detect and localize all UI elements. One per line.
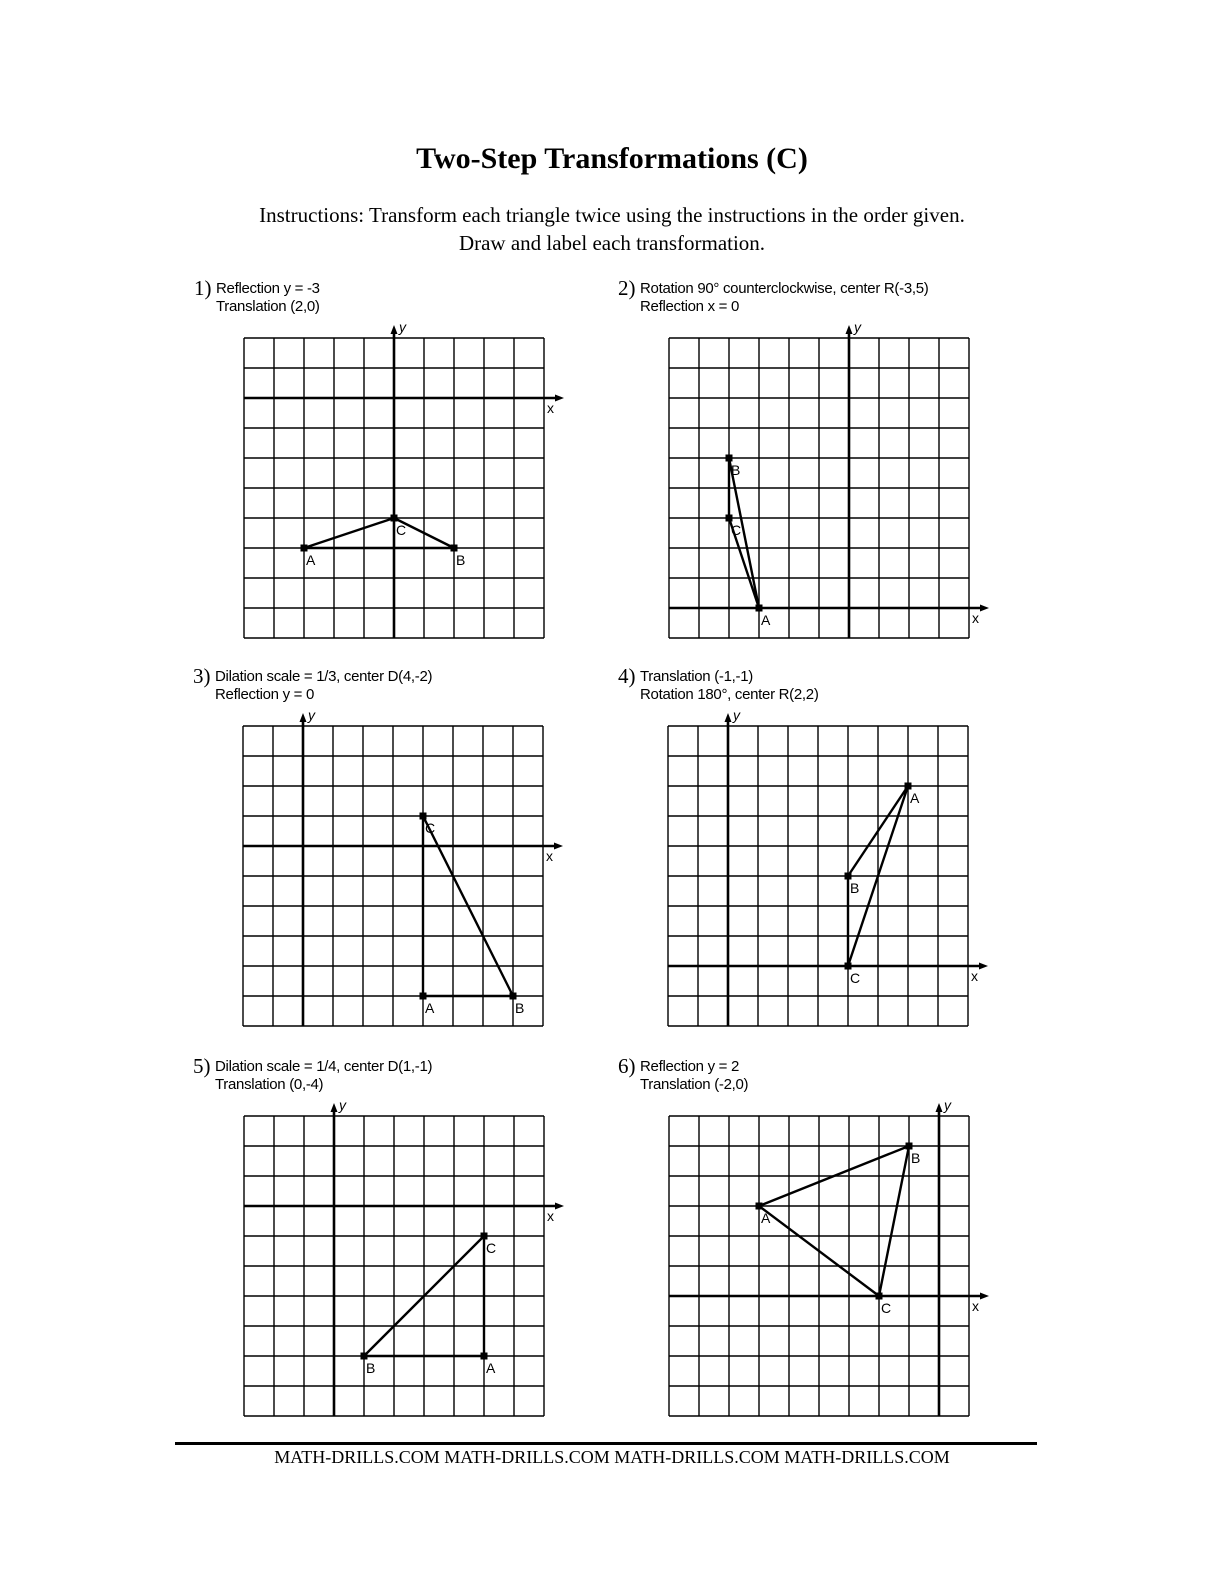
vertex-label-c: C — [425, 820, 436, 836]
problem-step-2: Translation (2,0) — [216, 298, 320, 315]
problem-step-2: Rotation 180°, center R(2,2) — [640, 686, 819, 703]
problem-step-1: Dilation scale = 1/4, center D(1,-1) — [215, 1058, 433, 1075]
vertex-point-a — [420, 993, 427, 1000]
coordinate-grid-4[interactable] — [654, 706, 994, 1036]
vertex-point-c — [726, 515, 733, 522]
vertex-label-c: C — [850, 970, 861, 986]
x-axis-arrow — [980, 1293, 989, 1300]
y-axis-label: y — [944, 1097, 951, 1113]
vertex-point-b — [845, 873, 852, 880]
vertex-label-c: C — [731, 522, 742, 538]
coordinate-grid-5[interactable] — [230, 1096, 570, 1426]
vertex-label-a: A — [425, 1000, 435, 1016]
vertex-point-a — [905, 783, 912, 790]
vertex-point-b — [451, 545, 458, 552]
triangle — [759, 1146, 909, 1296]
vertex-point-c — [481, 1233, 488, 1240]
problem-step-1: Reflection y = 2 — [640, 1058, 740, 1075]
coordinate-grid-1[interactable] — [230, 318, 570, 648]
problem-step-1: Translation (-1,-1) — [640, 668, 753, 685]
vertex-label-c: C — [396, 522, 407, 538]
vertex-point-c — [845, 963, 852, 970]
problem-number: 2) — [618, 276, 636, 300]
vertex-label-a: A — [306, 552, 316, 568]
x-axis-arrow — [555, 395, 564, 402]
y-axis-arrow — [846, 325, 853, 334]
x-axis-label: x — [547, 1208, 554, 1224]
vertex-point-a — [301, 545, 308, 552]
problem-number: 4) — [618, 664, 636, 688]
problem-number: 1) — [194, 276, 212, 300]
problem-step-2: Reflection y = 0 — [215, 686, 315, 703]
problem-number: 6) — [618, 1054, 636, 1078]
vertex-point-b — [726, 455, 733, 462]
coordinate-grid-6[interactable] — [655, 1096, 995, 1426]
footer-rule — [175, 1442, 1037, 1445]
y-axis-label: y — [399, 319, 406, 335]
vertex-label-a: A — [910, 790, 920, 806]
problem-step-2: Reflection x = 0 — [640, 298, 740, 315]
vertex-point-a — [756, 605, 763, 612]
y-axis-label: y — [733, 707, 740, 723]
vertex-label-b: B — [731, 462, 741, 478]
vertex-label-b: B — [911, 1150, 921, 1166]
y-axis-label: y — [308, 707, 315, 723]
vertex-label-b: B — [366, 1360, 376, 1376]
problem-step-1: Rotation 90° counterclockwise, center R(-3,5) — [640, 280, 929, 297]
footer-text: MATH-DRILLS.COM MATH-DRILLS.COM MATH-DRILLS.COM MATH-DRILLS.COM — [274, 1447, 950, 1467]
y-axis-arrow — [300, 713, 307, 722]
vertex-point-b — [510, 993, 517, 1000]
instructions-line-1: Instructions: Transform each triangle twice using the instructions in the order given. — [259, 203, 965, 227]
y-axis-label: y — [339, 1097, 346, 1113]
y-axis-arrow — [936, 1103, 943, 1112]
y-axis-arrow — [391, 325, 398, 334]
x-axis-arrow — [555, 1203, 564, 1210]
x-axis-label: x — [546, 848, 553, 864]
vertex-label-a: A — [761, 1210, 771, 1226]
vertex-label-b: B — [515, 1000, 525, 1016]
triangle — [304, 518, 454, 548]
vertex-label-b: B — [456, 552, 466, 568]
y-axis-arrow — [725, 713, 732, 722]
vertex-label-b: B — [850, 880, 860, 896]
vertex-point-c — [876, 1293, 883, 1300]
problem-step-1: Reflection y = -3 — [216, 280, 320, 297]
vertex-point-c — [391, 515, 398, 522]
vertex-label-c: C — [881, 1300, 892, 1316]
x-axis-label: x — [971, 968, 978, 984]
problem-step-1: Dilation scale = 1/3, center D(4,-2) — [215, 668, 433, 685]
problem-number: 5) — [193, 1054, 211, 1078]
x-axis-label: x — [972, 610, 979, 626]
y-axis-arrow — [331, 1103, 338, 1112]
vertex-label-a: A — [486, 1360, 496, 1376]
coordinate-grid-2[interactable] — [655, 318, 995, 648]
instructions — [0, 201, 1224, 257]
x-axis-arrow — [979, 963, 988, 970]
problem-step-2: Translation (-2,0) — [640, 1076, 749, 1093]
vertex-point-b — [361, 1353, 368, 1360]
x-axis-arrow — [554, 843, 563, 850]
vertex-label-a: A — [761, 612, 771, 628]
x-axis-label: x — [972, 1298, 979, 1314]
coordinate-grid-3[interactable] — [229, 706, 569, 1036]
problem-step-2: Translation (0,-4) — [215, 1076, 324, 1093]
problem-number: 3) — [193, 664, 211, 688]
vertex-point-a — [756, 1203, 763, 1210]
vertex-point-b — [906, 1143, 913, 1150]
x-axis-arrow — [980, 605, 989, 612]
instructions-line-2: Draw and label each transformation. — [458, 231, 766, 255]
page-title: Two-Step Transformations (C) — [416, 142, 808, 175]
y-axis-label: y — [854, 319, 861, 335]
vertex-label-c: C — [486, 1240, 497, 1256]
x-axis-label: x — [547, 400, 554, 416]
vertex-point-a — [481, 1353, 488, 1360]
vertex-point-c — [420, 813, 427, 820]
